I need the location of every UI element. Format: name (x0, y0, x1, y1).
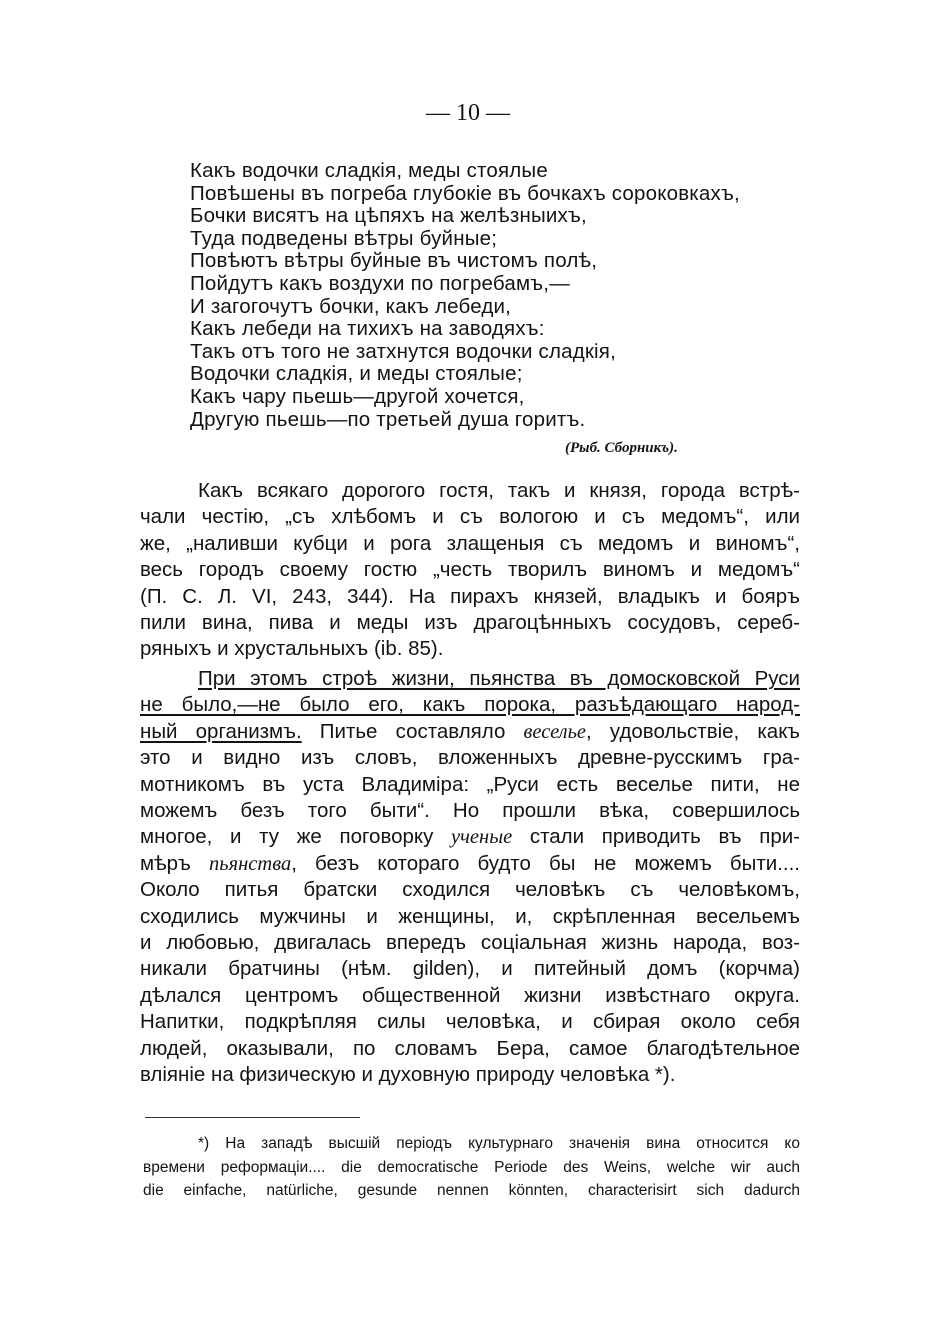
poem-block (190, 160, 740, 431)
poem-line: Повѣютъ вѣтры буйные въ чистомъ полѣ, (190, 249, 598, 273)
italic-text: веселье (523, 720, 587, 743)
poem-line: И загогочутъ бочки, какъ лебеди, (190, 294, 512, 318)
text-span: многое, и ту же поговорку (140, 825, 452, 849)
footnote-divider (145, 1117, 360, 1118)
poem-line: Какъ водочки сладкія, меды стоялые (190, 159, 548, 182)
paragraph-line: весь городъ своему гостю „честь творилъ виномъ и медомъ“ (140, 558, 800, 582)
paragraph-2 (140, 666, 800, 1089)
text-span: , удовольствіе, какъ (586, 719, 800, 743)
footnote-line: времени реформаціи.... die democratische Periode des Weins, welche wir auch (143, 1158, 800, 1176)
footnote (143, 1132, 800, 1203)
poem-line: Какъ лебеди на тихихъ на заводяхъ: (190, 317, 545, 341)
text-span: , безъ котораго будто бы не можемъ быти.... (291, 851, 800, 875)
paragraph-line (140, 719, 800, 745)
paragraph-line: пили вина, пива и меды изъ драгоцѣнныхъ сосудовъ, сереб- (140, 611, 800, 635)
underlined-text: При этомъ строѣ жизни, пьянства въ домосковской Руси (198, 667, 800, 690)
paragraph-line: никали братчины (нѣм. gilden), и питейный домъ (корчма) (140, 957, 800, 981)
paragraph-1 (140, 478, 800, 663)
paragraph-line: и любовью, двигалась впередъ соціальная жизнь народа, воз- (140, 931, 800, 955)
paragraph-line: вліяніе на физическую и духовную природу человѣка *). (140, 1063, 676, 1087)
poem-line: Повѣшены въ погреба глубокіе въ бочкахъ сороковкахъ, (190, 181, 740, 205)
paragraph-line: Какъ всякаго дорогого гостя, такъ и князя, города встрѣ- (198, 479, 800, 502)
paragraph-line: это и видно изъ словъ, вложенныхъ древне-русскимъ гра- (140, 746, 800, 770)
poem-line: Водочки сладкія, и меды стоялые; (190, 362, 523, 386)
page-number: — 10 — (426, 100, 510, 126)
text-span: мѣръ (140, 851, 210, 875)
poem-line: Какъ чару пьешь—другой хочется, (190, 384, 525, 408)
poem-line: Пойдутъ какъ воздухи по погребамъ,— (190, 271, 570, 295)
paragraph-line (140, 666, 800, 692)
footnote-line: die einfache, natürliche, gesunde nennen könnten, characterisirt sich dadurch (143, 1182, 800, 1199)
footnote-line: *) На западѣ высшій періодъ культурнаго значенія вина относится ко (198, 1135, 800, 1152)
paragraph-line: ряныхъ и хрустальныхъ (ib. 85). (140, 637, 444, 661)
paragraph-line: Напитки, подкрѣпляя силы человѣка, и сбирая около себя (140, 1010, 800, 1034)
paragraph-line: же, „наливши кубци и рога злащеныя съ медомъ и виномъ“, (140, 531, 800, 555)
underlined-text: не было,—не было его, какъ порока, разъѣдающаго народ- (140, 693, 800, 717)
underlined-text: ный организмъ. (140, 719, 302, 743)
paragraph-line: Около питья братски сходился человѣкъ съ человѣкомъ, (140, 878, 800, 902)
paragraph-line: сходились мужчины и женщины, и, скрѣпленная весельемъ (140, 904, 800, 928)
paragraph-line (140, 851, 800, 877)
italic-text: ученые (451, 826, 513, 849)
paragraph-line: (П. С. Л. VI, 243, 344). На пирахъ князей, владыкъ и бояръ (140, 584, 800, 608)
paragraph-line: дѣлался центромъ общественной жизни извѣстнаго округа. (140, 983, 800, 1007)
italic-text: пьянства (209, 852, 292, 875)
poem-line: Другую пьешь—по третьей душа горитъ. (190, 407, 586, 431)
paragraph-line: людей, оказывали, по словамъ Бера, самое благодѣтельное (140, 1036, 800, 1060)
paragraph-line: можемъ безъ того быти“. Но прошли вѣка, совершилось (140, 799, 800, 823)
paragraph-line (140, 692, 800, 718)
text-span: Питье составляло (301, 719, 524, 743)
poem-line: Туда подведены вѣтры буйные; (190, 226, 498, 250)
text-span: стали приводить въ при- (512, 825, 800, 849)
paragraph-line (140, 824, 800, 850)
poem-line: Бочки висятъ на цѣпяхъ на желѣзныихъ, (190, 204, 587, 228)
paragraph-line: чали честію, „съ хлѣбомъ и съ вологою и съ медомъ“, или (140, 505, 800, 529)
paragraph-line: мотникомъ въ уста Владиміра: „Руси есть веселье пити, не (140, 772, 800, 796)
poem-line: Такъ отъ того не затхнутся водочки сладкія, (190, 339, 617, 363)
poem-source-citation: (Рыб. Сборникъ). (565, 440, 678, 456)
